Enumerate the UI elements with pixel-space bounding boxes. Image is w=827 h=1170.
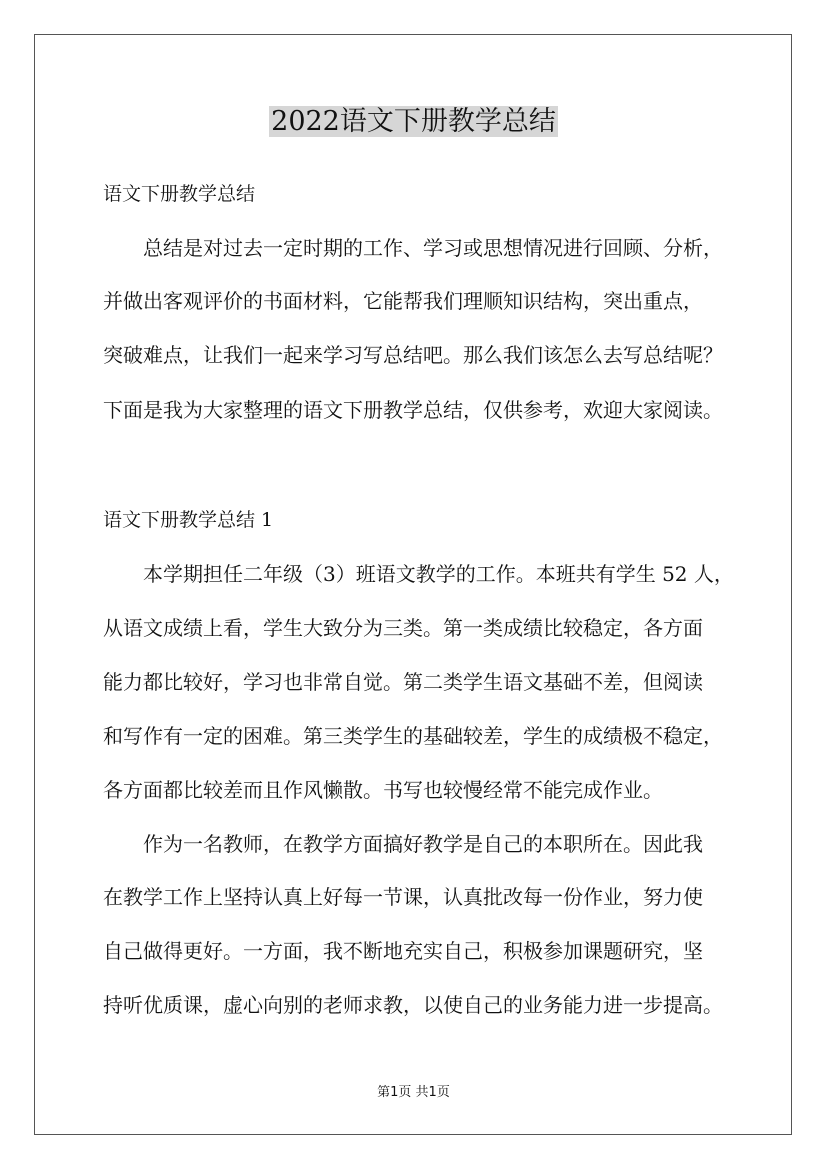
section-1-paragraph-2-line: 作为一名教师，在教学方面搞好教学是自己的本职所在。因此我	[143, 832, 703, 856]
intro-heading: 语文下册教学总结	[103, 183, 256, 205]
section-1-paragraph-2-line: 在教学工作上坚持认真上好每一节课，认真批改每一份作业，努力使	[103, 885, 703, 909]
intro-line: 下面是我为大家整理的语文下册教学总结，仅供参考，欢迎大家阅读。	[103, 398, 723, 422]
document-title	[0, 102, 827, 142]
intro-line: 并做出客观评价的书面材料，它能帮我们理顺知识结构，突出重点，	[103, 289, 703, 313]
section-1-paragraph-2-line: 自己做得更好。一方面，我不断地充实自己，积极参加课题研究，坚	[103, 939, 703, 963]
section-1-paragraph-1-line: 和写作有一定的困难。第三类学生的基础较差，学生的成绩极不稳定，	[103, 724, 723, 748]
intro-line: 突破难点，让我们一起来学习写总结吧。那么我们该怎么去写总结呢？	[103, 343, 723, 367]
section-1-paragraph-1-line: 能力都比较好，学习也非常自觉。第二类学生语文基础不差，但阅读	[103, 670, 703, 694]
section-1-heading: 语文下册教学总结 1	[103, 509, 274, 531]
document-title-text: 2022语文下册教学总结	[271, 106, 556, 137]
section-1-paragraph-1-line: 本学期担任二年级（3）班语文教学的工作。本班共有学生 52 人，	[143, 562, 734, 586]
section-1-paragraph-2-line: 持听优质课，虚心向别的老师求教，以使自己的业务能力进一步提高。	[103, 993, 723, 1017]
page-number-footer: 第1页 共1页	[377, 1085, 450, 1100]
section-1-paragraph-1-line: 各方面都比较差而且作风懒散。书写也较慢经常不能完成作业。	[103, 778, 663, 802]
intro-line: 总结是对过去一定时期的工作、学习或思想情况进行回顾、分析，	[143, 236, 723, 260]
section-1-paragraph-1-line: 从语文成绩上看，学生大致分为三类。第一类成绩比较稳定，各方面	[103, 616, 703, 640]
